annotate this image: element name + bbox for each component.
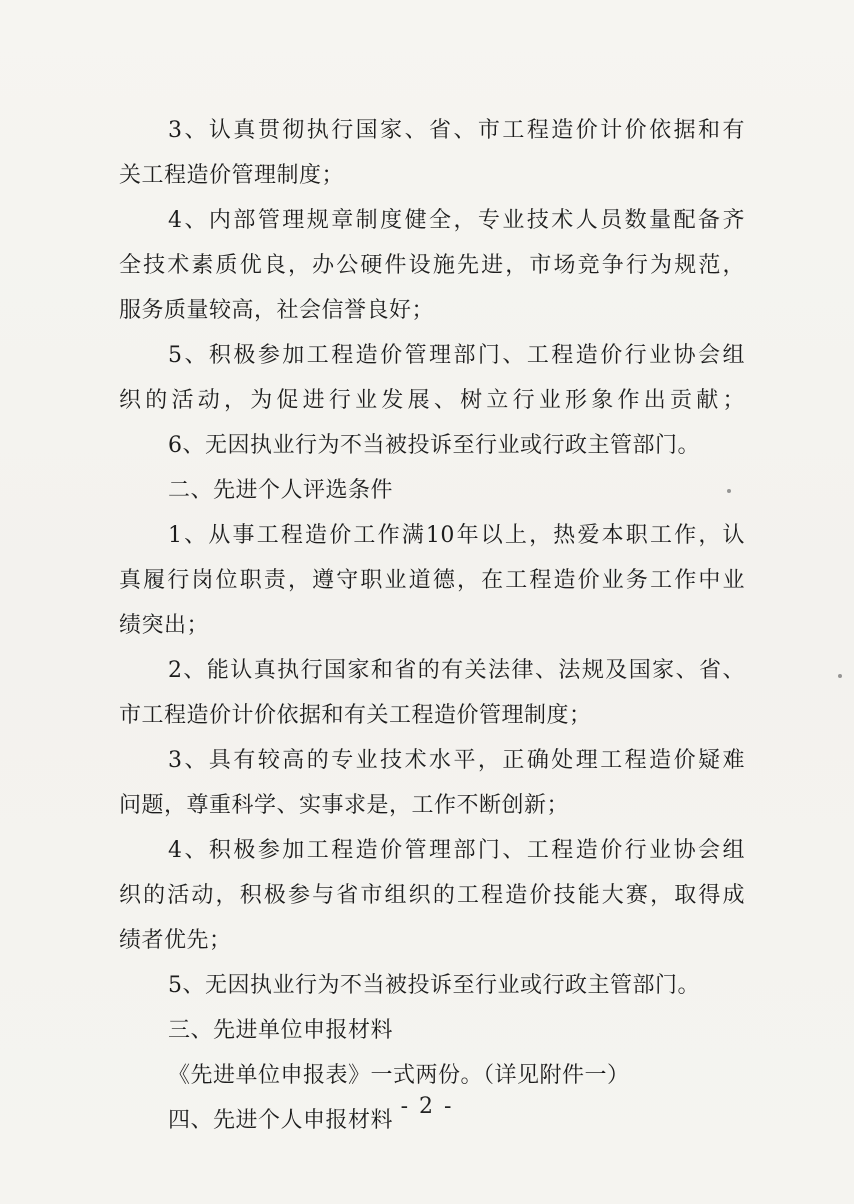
text-line: 绩者优先；: [119, 928, 232, 953]
text-line: 问题，尊重科学、实事求是，工作不断创新；: [119, 793, 570, 818]
text-line: 5、无因执业行为不当被投诉至行业或行政主管部门。: [168, 973, 700, 998]
section-heading: 四、先进个人申报材料: [168, 1108, 394, 1133]
text-line: 3、认真贯彻执行国家、省、市工程造价计价依据和有: [168, 118, 745, 143]
section-heading: 三、先进单位申报材料: [168, 1018, 394, 1043]
text-line: 6、无因执业行为不当被投诉至行业或行政主管部门。: [168, 433, 700, 458]
text-line: 《先进单位申报表》一式两份。（详见附件一）: [168, 1063, 630, 1088]
scan-speck: [727, 489, 731, 493]
section-heading: 二、先进个人评选条件: [168, 478, 394, 503]
text-line: 服务质量较高，社会信誉良好；: [119, 298, 435, 323]
text-line: 5、积极参加工程造价管理部门、工程造价行业协会组: [168, 343, 745, 368]
page-number: - 2 -: [400, 1094, 454, 1119]
text-line: 4、内部管理规章制度健全，专业技术人员数量配备齐: [168, 208, 745, 233]
text-line: 全技术素质优良，办公硬件设施先进，市场竞争行为规范，: [119, 253, 745, 278]
text-line: 绩突出；: [119, 613, 210, 638]
text-line: 织的活动，为促进行业发展、树立行业形象作出贡献；: [119, 388, 745, 413]
text-line: 真履行岗位职责，遵守职业道德，在工程造价业务工作中业: [119, 568, 745, 593]
text-line: 关工程造价管理制度；: [119, 163, 345, 188]
text-line: 4、积极参加工程造价管理部门、工程造价行业协会组: [168, 838, 745, 863]
text-line: 市工程造价计价依据和有关工程造价管理制度；: [119, 703, 592, 728]
scan-speck: [838, 674, 842, 678]
text-line: 2、能认真执行国家和省的有关法律、法规及国家、省、: [168, 658, 745, 683]
document-body: [119, 108, 745, 1143]
text-line: 3、具有较高的专业技术水平，正确处理工程造价疑难: [168, 748, 745, 773]
text-line: 1、从事工程造价工作满10年以上，热爱本职工作，认: [168, 523, 745, 548]
text-line: 织的活动，积极参与省市组织的工程造价技能大赛，取得成: [119, 883, 745, 908]
